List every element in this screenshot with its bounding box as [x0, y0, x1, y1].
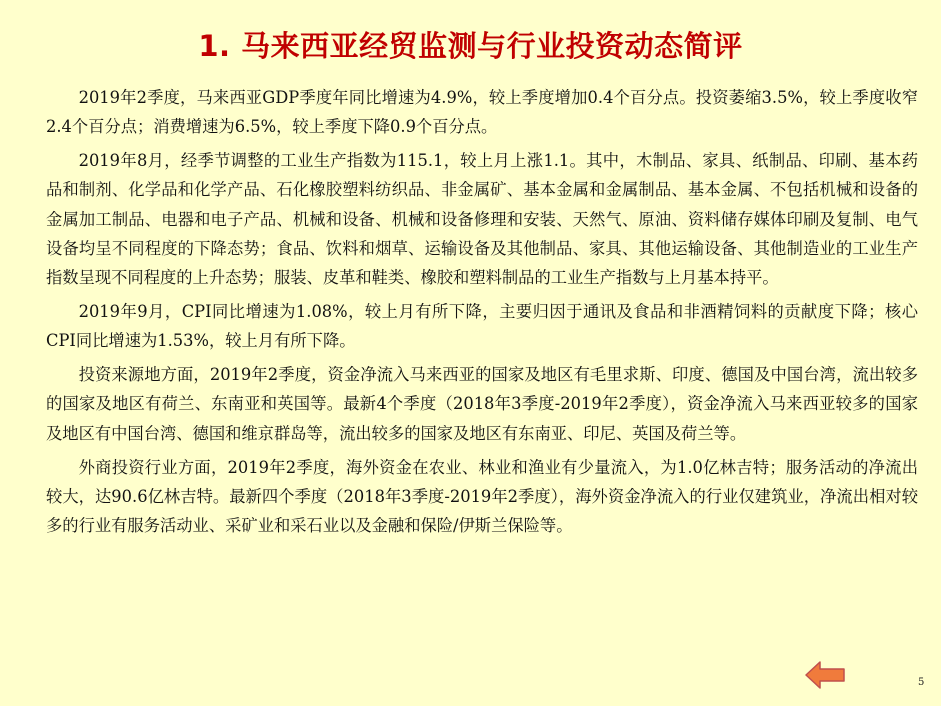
paragraph-foreign-investment-industry: 外商投资行业方面，2019年2季度，海外资金在农业、林业和渔业有少量流入，为1.0亿林吉特；服务活动的净流出较大，达90.6亿林吉特。最新四个季度（2018年3季度-2019年2季度），海外资金净流入的行业仅建筑业，净流出相对较多的行业有服务活动业、采矿业和采石业以及金融和保险/伊斯兰保险等。 [46, 457, 918, 536]
paragraph-gdp: 2019年2季度，马来西亚GDP季度年同比增速为4.9%，较上季度增加0.4个百分点。投资萎缩3.5%，较上季度收窄2.4个百分点；消费增速为6.5%，较上季度下降0.9个百分点。 [46, 88, 918, 137]
left-arrow-icon [805, 660, 845, 690]
back-button[interactable] [805, 660, 845, 690]
paragraph-cpi: 2019年9月，CPI同比增速为1.08%，较上月有所下降，主要归因于通讯及食品和非酒精饲料的贡献度下降；核心CPI同比增速为1.53%，较上月有所下降。 [46, 302, 918, 351]
paragraph-industrial-production: 2019年8月，经季节调整的工业生产指数为115.1，较上月上涨1.1。其中，木制品、家具、纸制品、印刷、基本药品和制剂、化学品和化学产品、石化橡胶塑料纺织品、非金属矿、基本金属和金属制品、基本金属、不包括机械和设备的金属加工制品、电器和电子产品、机械和设备、机械和设备修理和安装、天然气、原油、资料储存媒体印刷及复制、电气设备均呈不同程度的下降态势；食品、饮料和烟草、运输设备及其他制品、家具、其他运输设备、其他制造业的工业生产指数呈现不同程度的上升态势；服装、皮革和鞋类、橡胶和塑料制品的工业生产指数与上月基本持平。 [46, 151, 918, 288]
page-number: 5 [918, 677, 925, 688]
body-text [46, 83, 918, 545]
paragraph-investment-source: 投资来源地方面，2019年2季度，资金净流入马来西亚的国家及地区有毛里求斯、印度、德国及中国台湾，流出较多的国家及地区有荷兰、东南亚和英国等。最新4个季度（2018年3季度-2019年2季度），资金净流入马来西亚较多的国家及地区有中国台湾、德国和维京群岛等，流出较多的国家及地区有东南亚、印尼、英国及荷兰等。 [46, 365, 918, 443]
page-title: 1. 马来西亚经贸监测与行业投资动态简评 [198, 29, 743, 63]
